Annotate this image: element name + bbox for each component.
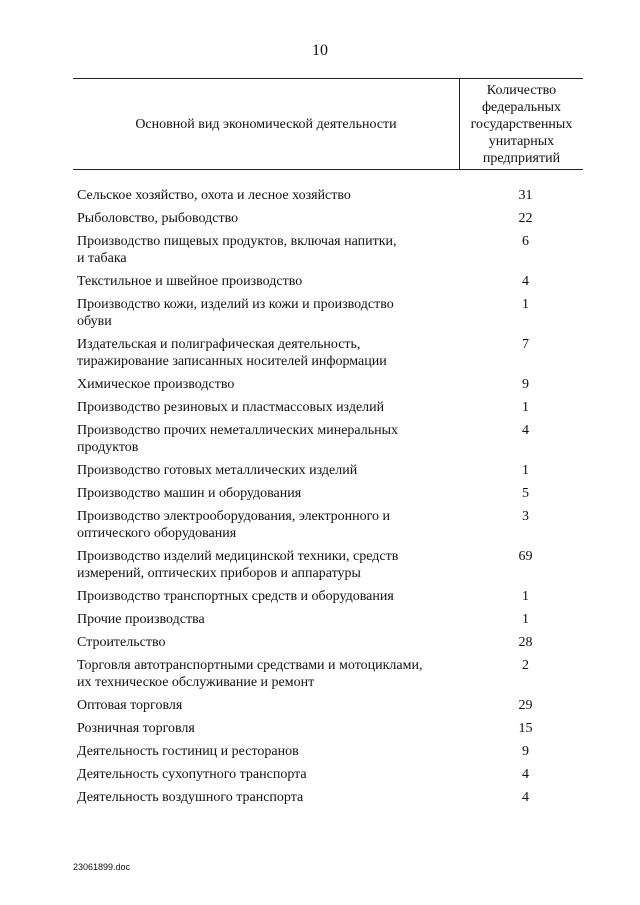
table-row xyxy=(73,548,583,582)
row-count: 31 xyxy=(518,188,533,203)
table-row xyxy=(73,588,583,605)
row-activity: Строительство xyxy=(77,635,166,650)
row-count: 69 xyxy=(518,549,533,564)
row-activity: Издательская и полиграфическая деятельность, тиражирование записанных носителей информации xyxy=(77,337,387,369)
row-count: 4 xyxy=(522,274,529,289)
row-activity: Химическое производство xyxy=(77,377,235,392)
table-row xyxy=(73,273,583,290)
table-row xyxy=(73,720,583,737)
row-activity: Производство транспортных средств и оборудования xyxy=(77,589,394,604)
row-count: 4 xyxy=(522,423,529,438)
row-activity: Прочие производства xyxy=(77,612,205,627)
row-activity: Торговля автотранспортными средствами и мотоциклами, их техническое обслуживание и ремонт xyxy=(77,658,423,690)
row-activity: Деятельность гостиниц и ресторанов xyxy=(77,744,299,759)
row-count: 1 xyxy=(522,400,529,415)
row-activity: Деятельность воздушного транспорта xyxy=(77,790,304,805)
row-count: 4 xyxy=(522,790,529,805)
row-count: 4 xyxy=(522,767,529,782)
page-number: 10 xyxy=(312,42,328,59)
row-count: 29 xyxy=(518,698,533,713)
row-activity: Производство машин и оборудования xyxy=(77,486,302,501)
table-row xyxy=(73,422,583,456)
row-activity: Деятельность сухопутного транспорта xyxy=(77,767,307,782)
row-count: 15 xyxy=(518,721,533,736)
row-count: 1 xyxy=(522,297,529,312)
row-count: 7 xyxy=(522,337,529,352)
row-activity: Производство прочих неметаллических минеральных продуктов xyxy=(77,423,399,455)
row-count: 28 xyxy=(518,635,533,650)
row-count: 5 xyxy=(522,486,529,501)
row-count: 9 xyxy=(522,377,529,392)
table-row xyxy=(73,376,583,393)
table-row xyxy=(73,657,583,691)
table-header xyxy=(73,78,583,170)
footer-doc-filename: 23061899.doc xyxy=(73,862,131,872)
row-count: 9 xyxy=(522,744,529,759)
row-count: 1 xyxy=(522,463,529,478)
table-row xyxy=(73,233,583,267)
table-body xyxy=(73,170,583,806)
row-activity: Розничная торговля xyxy=(77,721,195,736)
row-count: 3 xyxy=(522,509,529,524)
table-row xyxy=(73,634,583,651)
header-count: Количество федеральных государственных унитарных предприятий xyxy=(470,82,573,166)
table-row xyxy=(73,485,583,502)
table-row xyxy=(73,296,583,330)
table-row xyxy=(73,399,583,416)
row-activity: Производство изделий медицинской техники, средств измерений, оптических приборов и аппаратуры xyxy=(77,549,399,581)
row-activity: Производство пищевых продуктов, включая напитки, и табака xyxy=(77,234,397,266)
table-row xyxy=(73,462,583,479)
table-row xyxy=(73,210,583,227)
row-activity: Производство электрооборудования, электронного и оптического оборудования xyxy=(77,509,391,541)
row-activity: Текстильное и швейное производство xyxy=(77,274,303,289)
row-count: 22 xyxy=(518,211,533,226)
table-row xyxy=(73,743,583,760)
row-count: 1 xyxy=(522,589,529,604)
activity-table xyxy=(73,78,583,812)
table-row xyxy=(73,611,583,628)
row-count: 1 xyxy=(522,612,529,627)
row-activity: Оптовая торговля xyxy=(77,698,183,713)
table-row xyxy=(73,697,583,714)
row-count: 2 xyxy=(522,658,529,673)
row-activity: Производство готовых металлических изделий xyxy=(77,463,358,478)
table-row xyxy=(73,766,583,783)
table-row xyxy=(73,187,583,204)
row-activity: Рыболовство, рыбоводство xyxy=(77,211,239,226)
row-count: 6 xyxy=(522,234,529,249)
row-activity: Сельское хозяйство, охота и лесное хозяйство xyxy=(77,188,351,203)
table-row xyxy=(73,336,583,370)
header-activity: Основной вид экономической деятельности xyxy=(73,79,460,169)
table-row xyxy=(73,789,583,806)
row-activity: Производство кожи, изделий из кожи и производство обуви xyxy=(77,297,394,329)
row-activity: Производство резиновых и пластмассовых изделий xyxy=(77,400,385,415)
table-row xyxy=(73,508,583,542)
